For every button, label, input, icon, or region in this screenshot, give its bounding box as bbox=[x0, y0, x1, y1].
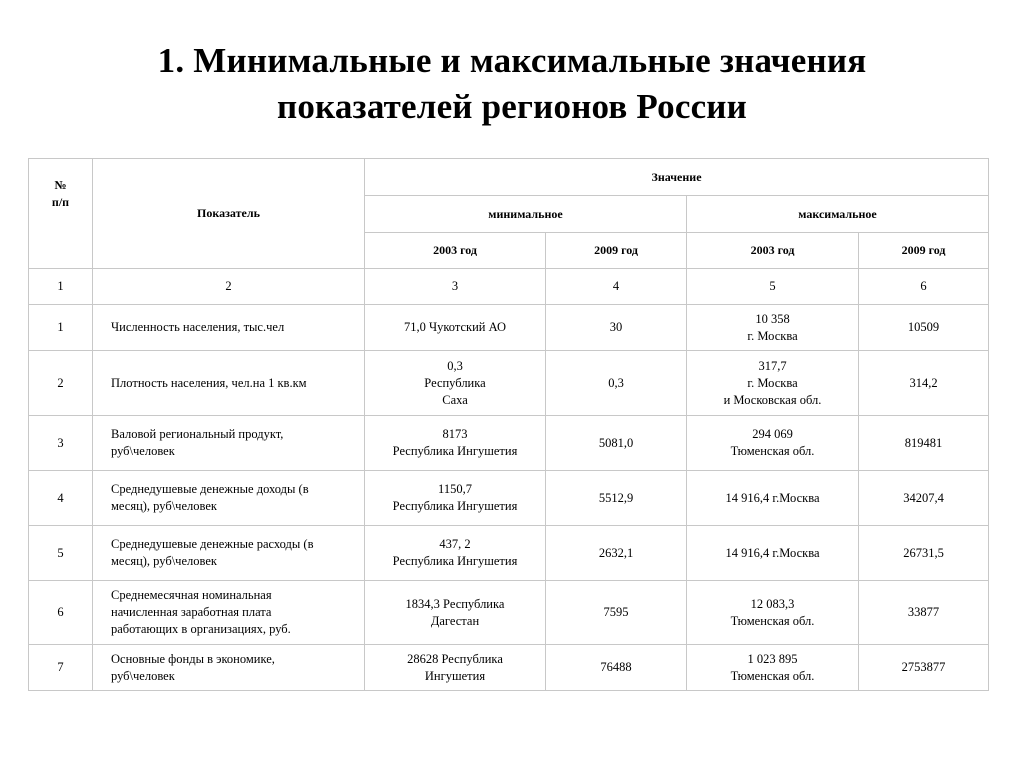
column-number: 4 bbox=[546, 269, 687, 305]
row-max-2003-line: г. Москва bbox=[747, 375, 798, 390]
header-min-2003: 2003 год bbox=[365, 233, 546, 269]
row-max-2003-line: г. Москва bbox=[747, 328, 798, 343]
row-num: 7 bbox=[29, 645, 93, 691]
row-num: 3 bbox=[29, 416, 93, 471]
row-min-2003 bbox=[365, 471, 546, 526]
row-max-2003-line: Тюменская обл. bbox=[730, 668, 815, 683]
row-indicator-line: Основные фонды в экономике, bbox=[111, 651, 275, 666]
row-indicator bbox=[93, 471, 365, 526]
row-indicator bbox=[93, 645, 365, 691]
row-min-2003-line: 8173 bbox=[442, 427, 468, 441]
row-min-2003-line: Дагестан bbox=[430, 613, 480, 628]
row-min-2009 bbox=[546, 305, 687, 351]
row-indicator-line: начисленная заработная плата bbox=[111, 605, 272, 619]
row-min-2003-line: 0,3 bbox=[447, 358, 463, 373]
row-max-2009-line: 314,2 bbox=[909, 375, 938, 390]
row-max-2003 bbox=[687, 581, 859, 645]
row-min-2003-line: Саха bbox=[442, 392, 468, 407]
row-min-2003-line: Республика Ингушетия bbox=[392, 499, 518, 513]
row-indicator-line: месяц), руб\человек bbox=[111, 554, 217, 568]
table-row bbox=[29, 351, 989, 416]
row-min-2009-line: 0,3 bbox=[608, 375, 624, 390]
row-min-2009-line: 5512,9 bbox=[598, 490, 634, 505]
row-max-2003 bbox=[687, 305, 859, 351]
row-num: 1 bbox=[29, 305, 93, 351]
row-min-2009-line: 7595 bbox=[603, 605, 629, 619]
header-max-2009: 2009 год bbox=[859, 233, 989, 269]
row-max-2009 bbox=[859, 351, 989, 416]
row-max-2009-line: 34207,4 bbox=[903, 490, 944, 505]
table-row bbox=[29, 416, 989, 471]
row-min-2003 bbox=[365, 581, 546, 645]
title-line-2: показателей регионов России bbox=[276, 87, 748, 126]
row-indicator bbox=[93, 416, 365, 471]
row-min-2003 bbox=[365, 305, 546, 351]
header-min-2009: 2009 год bbox=[546, 233, 687, 269]
header-min: минимальное bbox=[365, 196, 687, 233]
row-indicator-line: месяц), руб\человек bbox=[111, 499, 217, 513]
row-max-2003-line: и Московская обл. bbox=[723, 392, 822, 407]
header-num-line-1: № bbox=[54, 178, 67, 192]
row-min-2009 bbox=[546, 581, 687, 645]
row-max-2003 bbox=[687, 416, 859, 471]
row-num: 6 bbox=[29, 581, 93, 645]
row-indicator-line: Среднемесячная номинальная bbox=[111, 588, 272, 602]
table-row bbox=[29, 581, 989, 645]
row-min-2003-line: 28628 Республика bbox=[407, 651, 503, 666]
column-numbers-row bbox=[29, 269, 989, 305]
row-min-2003 bbox=[365, 351, 546, 416]
row-min-2003-line: Ингушетия bbox=[424, 668, 486, 683]
row-max-2003-line: 14 916,4 г.Москва bbox=[725, 490, 820, 505]
table-row bbox=[29, 526, 989, 581]
row-indicator bbox=[93, 305, 365, 351]
indicators-table bbox=[28, 158, 989, 691]
row-indicator-line: работающих в организациях, руб. bbox=[111, 622, 291, 636]
row-indicator-line: руб\человек bbox=[111, 668, 175, 683]
row-min-2003-line: 71,0 Чукотский АО bbox=[403, 320, 507, 334]
row-max-2009-line: 33877 bbox=[907, 605, 940, 619]
row-max-2009 bbox=[859, 526, 989, 581]
row-indicator-line: Плотность населения, чел.на 1 кв.км bbox=[111, 375, 307, 390]
row-min-2003 bbox=[365, 526, 546, 581]
header-max: максимальное bbox=[687, 196, 989, 233]
row-indicator-line: руб\человек bbox=[111, 444, 175, 458]
row-indicator-line: Численность населения, тыс.чел bbox=[111, 320, 285, 334]
row-min-2003-line: 1834,3 Республика bbox=[405, 596, 505, 611]
row-max-2003-line: 12 083,3 bbox=[750, 596, 795, 611]
row-num: 5 bbox=[29, 526, 93, 581]
row-max-2003-line: 1 023 895 bbox=[747, 651, 798, 666]
row-indicator-line: Среднедушевые денежные доходы (в bbox=[111, 482, 309, 496]
row-min-2003-line: 437, 2 bbox=[439, 537, 471, 551]
column-number: 2 bbox=[93, 269, 365, 305]
row-min-2003-line: 1150,7 bbox=[438, 482, 472, 496]
row-max-2003 bbox=[687, 526, 859, 581]
table-row bbox=[29, 305, 989, 351]
row-min-2009 bbox=[546, 526, 687, 581]
title-line-1: 1. Минимальные и максимальные значения bbox=[157, 41, 867, 80]
table-row bbox=[29, 645, 989, 691]
row-max-2009-line: 2753877 bbox=[901, 660, 946, 674]
row-max-2009-line: 819481 bbox=[904, 435, 943, 450]
row-min-2009-line: 2632,1 bbox=[598, 545, 634, 560]
row-max-2003-line: 14 916,4 г.Москва bbox=[725, 545, 820, 560]
row-max-2009 bbox=[859, 581, 989, 645]
row-min-2009 bbox=[546, 645, 687, 691]
row-min-2009 bbox=[546, 416, 687, 471]
row-max-2003-line: 294 069 bbox=[752, 427, 793, 441]
row-max-2003-line: 10 358 bbox=[755, 311, 790, 326]
row-min-2009-line: 30 bbox=[609, 320, 623, 334]
row-min-2009 bbox=[546, 471, 687, 526]
row-max-2003 bbox=[687, 645, 859, 691]
row-max-2003 bbox=[687, 471, 859, 526]
column-number: 3 bbox=[365, 269, 546, 305]
row-min-2003-line: Республика bbox=[424, 375, 486, 390]
row-min-2009 bbox=[546, 351, 687, 416]
row-indicator bbox=[93, 351, 365, 416]
row-max-2003-line: Тюменская обл. bbox=[730, 444, 815, 458]
row-min-2003-line: Республика Ингушетия bbox=[392, 444, 518, 458]
column-number: 6 bbox=[859, 269, 989, 305]
row-max-2009-line: 10509 bbox=[907, 320, 940, 334]
row-min-2003 bbox=[365, 645, 546, 691]
header-indicator: Показатель bbox=[93, 159, 365, 269]
header-max-2003: 2003 год bbox=[687, 233, 859, 269]
row-min-2009-line: 5081,0 bbox=[598, 435, 634, 450]
page-title bbox=[0, 38, 1024, 130]
header-num bbox=[29, 159, 93, 269]
row-max-2009 bbox=[859, 645, 989, 691]
column-number: 1 bbox=[29, 269, 93, 305]
row-indicator bbox=[93, 526, 365, 581]
row-max-2009 bbox=[859, 305, 989, 351]
row-num: 2 bbox=[29, 351, 93, 416]
row-indicator bbox=[93, 581, 365, 645]
row-min-2003-line: Республика Ингушетия bbox=[392, 554, 518, 568]
row-max-2003-line: 317,7 bbox=[758, 358, 787, 373]
row-max-2009 bbox=[859, 416, 989, 471]
row-max-2009 bbox=[859, 471, 989, 526]
row-max-2009-line: 26731,5 bbox=[903, 545, 944, 560]
header-num-line-2: п/п bbox=[51, 195, 70, 209]
row-indicator-line: Валовой региональный продукт, bbox=[111, 427, 284, 441]
header-row-1 bbox=[29, 159, 989, 196]
header-value: Значение bbox=[365, 159, 989, 196]
row-indicator-line: Среднедушевые денежные расходы (в bbox=[111, 537, 314, 551]
row-min-2003 bbox=[365, 416, 546, 471]
table-row bbox=[29, 471, 989, 526]
row-max-2003 bbox=[687, 351, 859, 416]
column-number: 5 bbox=[687, 269, 859, 305]
row-max-2003-line: Тюменская обл. bbox=[730, 613, 815, 628]
row-num: 4 bbox=[29, 471, 93, 526]
row-min-2009-line: 76488 bbox=[600, 660, 632, 674]
